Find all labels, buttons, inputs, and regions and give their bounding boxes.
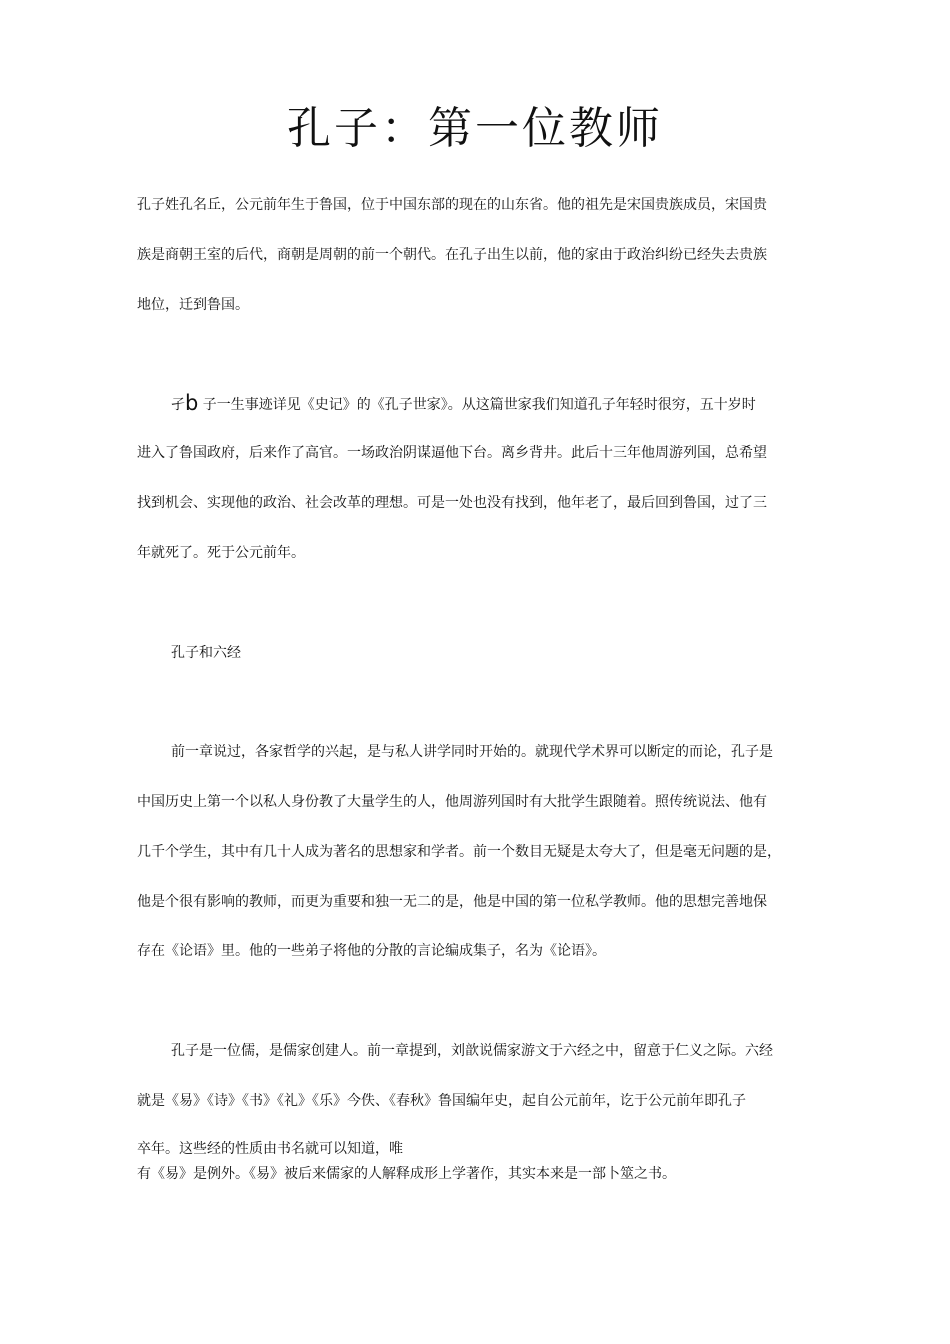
paragraph-2-line: 年就死了。死于公元前年。 [137,545,305,561]
paragraph-2-line: 找到机会、实现他的政治、社会改革的理想。可是一处也没有找到，他年老了，最后回到鲁国，过了三 [137,495,767,511]
paragraph-4-line: 卒年。这些经的性质由书名就可以知道，唯 [137,1141,403,1157]
paragraph-1-line: 孔子姓孔名丘，公元前年生于鲁国，位于中国东部的现在的山东省。他的祖先是宋国贵族成员，宋国贵 [137,197,767,213]
paragraph-3-line: 几千个学生，其中有几十人成为著名的思想家和学者。前一个数目无疑是太夸大了，但是毫无问题的是， [137,844,781,860]
paragraph-2-artifact-glyph: b [185,393,199,415]
paragraph-2-rest: 子一生事迹详见《史记》的《孔子世家》。从这篇世家我们知道孔子年轻时很穷，五十岁时 [198,397,756,413]
paragraph-4-line: 孔子是一位儒，是儒家创建人。前一章提到，刘歆说儒家游文于六经之中，留意于仁义之际。六经 [171,1043,773,1059]
paragraph-2-first-line [171,393,827,415]
paragraph-3-line: 中国历史上第一个以私人身份教了大量学生的人，他周游列国时有大批学生跟随着。照传统说法、他有 [137,794,767,810]
paragraph-3-line: 前一章说过，各家哲学的兴起，是与私人讲学同时开始的。就现代学术界可以断定的而论，孔子是 [171,744,773,760]
section-heading: 孔子和六经 [171,645,241,661]
paragraph-1-line: 族是商朝王室的后代，商朝是周朝的前一个朝代。在孔子出生以前，他的家由于政治纠纷已经失去贵族 [137,247,767,263]
paragraph-4-line: 就是《易》《诗》《书》《礼》《乐》今佚、《春秋》鲁国编年史，起自公元前年，讫于公元前年即孔子 [137,1093,746,1109]
page-title: 孔子：第一位教师 [287,103,663,154]
paragraph-3-line: 他是个很有影响的教师，而更为重要和独一无二的是，他是中国的第一位私学教师。他的思想完善地保 [137,894,767,910]
paragraph-2-prefix: 孑 [171,397,185,413]
paragraph-4-line: 有《易》是例外。《易》被后来儒家的人解释成形上学著作，其实本来是一部卜筮之书。 [137,1166,676,1182]
paragraph-2-line: 进入了鲁国政府，后来作了高官。一场政治阴谋逼他下台。离乡背井。此后十三年他周游列国，总希望 [137,445,767,461]
paragraph-3-line: 存在《论语》里。他的一些弟子将他的分散的言论编成集子，名为《论语》。 [137,943,606,959]
paragraph-1-line: 地位，迁到鲁国。 [137,297,249,313]
